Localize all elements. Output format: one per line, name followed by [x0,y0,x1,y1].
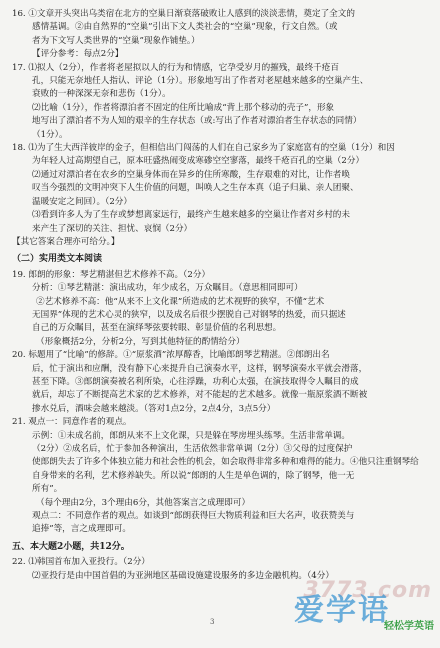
q19-line-2: 分析：①琴艺精湛：演出成功，年少成名，万众瞩目。（意思相同即可） [32,283,303,294]
q21-line-2: 示例：①未成名前，郎朗从来不上文化课，只是躲在琴房埋头练琴。生活非常单调。 [32,430,350,441]
q18-line-1: 18. ⑴为了生大西洋彼岸的金子，但相信出门闯荡的人们在自己家乡为了家庭富有的空巢（1分）和因 [12,143,395,154]
q21-line-5: 自身带来的名利，艺术修养缺失。所以说“郎朗的人生是单色调的，除了钢琴，他一无 [32,470,355,481]
q16-block [12,8,426,62]
q18-block [12,142,426,249]
q19-line-4: 无国界”体现的艺术心灵的狭窄，以及成名后很少摆脱自己对钢琴的热爱，而只据述 [32,309,346,320]
q17-line-2: 孔，只能无奈地任人指认、评论（1分）。形象地写出了作者对老屋越来越多的空巢产生、 [32,76,369,87]
q17-block [12,62,426,142]
q21-line-7: （每个理由2分，3个理由6分，其他答案言之成理即可） [36,497,251,508]
q20-block [12,349,426,416]
q22-line-2: ⑵亚投行是由中国首倡的为亚洲地区基础设施建设服务的多边金融机构。（4分） [32,570,334,581]
q19-line-1: 19. 郎朗的形象：琴艺精湛但艺术修养不高。（2分） [12,269,211,280]
q16-line-3: 者为下文写人类世界的“空巢”现象作铺垫。） [32,35,200,46]
q22-line-1: 22. ⑴韩国首布加入亚投行。（2分） [12,557,150,568]
q21-line-4: 使郎朗失去了许多个体独立能力和社会性的机会，如会取得非常多种和难得的能力。④他只注重钢琴给 [32,457,419,468]
q20-line-1: 20. 标题用了“比喻”的修辞。①“原浆酒”浓厚醇香，比喻郎朗琴艺精湛。②郎朗出名 [12,350,330,361]
q16-line-1: 16. ①文章开头突出乌类宿在北方的空巢日渐衰落破败让人感到的淡淡悲情，奠定了全文的 [12,9,355,19]
q17-line-6: （1分）。 [32,129,68,140]
q16-score: 【评分参考：每点2分】 [32,49,124,60]
q16-line-2: 感情基调。②由自然界的“空巢”引出下文人类社会的“空巢”现象，行文自然。（或 [32,22,338,33]
q21-line-8: 观点二：不同意作者的观点。如谈到“郎朗获得巨大物质利益和巨大名声，收获赞美与 [32,511,355,522]
page-number: 3 [210,618,215,626]
q18-line-2: 为年轻人过高期望自己，原本旺盛热闹变成寒碜空空寥落，最终千疮百孔的空巢（2分） [32,156,365,167]
q18-line-7: 来产生了深切的关注、担忧、哀悯（2分） [32,223,193,234]
section-5-title: 五、本大题2小题，共12分。 [12,541,130,552]
section-2-title: （二）实用类文本阅读 [12,254,103,265]
q21-line-9: 追捧”等，言之成理即可。 [32,524,131,535]
q20-line-5: 掺水兑后，酒味会越来越淡。（答对1点2分，2点4分，3点5分） [32,403,276,414]
q18-line-6: ⑶看到许多人为了生存或梦想离家远行，最终产生越来越多的空巢让作者对乡村的未 [32,210,350,221]
watermark-tagline: 轻松学英语 [384,621,434,632]
q18-line-5: 温暖安定之间回）。（2分） [32,196,132,207]
q21-line-3: （2分）②成名后，忙于参加各种演出，生活依然非常单调（2分）③父母的过度保护 [32,444,353,454]
q20-line-3: 甚至下降。③郎朗演奏被名利所染，心往浮躁，功利心太强，在演技取得令人瞩目的成 [32,376,359,387]
q19-line-6: （形象概括2分，分析2分，写到其他特征的酌情给分） [36,336,245,347]
q20-line-4: 就后，却忘了不断提高艺术家的艺术修养，对不能起的艺术越多。就像一瓶原浆酒不断被 [32,390,368,401]
q17-line-1: 17. ⑴拟人（2分），作者将老屋拟以人的行为和情感，它孕受岁月的摧残，最终千疮百 [12,62,339,73]
q21-line-1: 21. 观点一：同意作者的观点。 [12,417,132,428]
watermark-brand-logo: 爱学语 [294,593,390,628]
q17-line-5: 地写出了漂泊者不为人知的艰辛的生存状态（或:写出了作者对漂泊者生存状态的同情） [32,116,362,127]
q20-line-2: 后，忙于演出和应酬，没有静下心来提升自己演奏水平，这样，钢琴演奏水平就会滑落， [32,363,368,374]
q17-line-3: 衰败的一种深深无奈和悲伤（1分）。 [32,89,171,100]
q21-line-6: 所有”。 [32,484,63,495]
q19-line-5: 自己的万众瞩目，甚至在演绎琴弦要转眼、彰显价值的名利思想。 [32,323,282,334]
q18-line-4: 叹当今强烈的文明冲突下人生价值的问题，叫唤人之生存本真（追子归巢、亲人团聚、 [32,183,359,194]
watermark-site: 3773.com [303,578,432,603]
q19-line-3: ②艺术修养不高：他“从来不上文化课”所造成的艺术视野的狭窄，不懂“艺术 [36,296,325,307]
q17-line-4: ⑵比喻（1分），作者将漂泊者不固定的住所比喻成“背上那个移动的壳子”，形象 [32,102,335,113]
q18-note: 【其它答案合理亦可给分。】 [12,236,120,247]
q21-block [12,416,426,537]
q18-line-3: ⑵通过对漂泊者在农乡的空巢身体而在异乡的住所寒酸，生存艰难的对比，让作者唤 [32,169,350,180]
q19-block [12,269,426,349]
